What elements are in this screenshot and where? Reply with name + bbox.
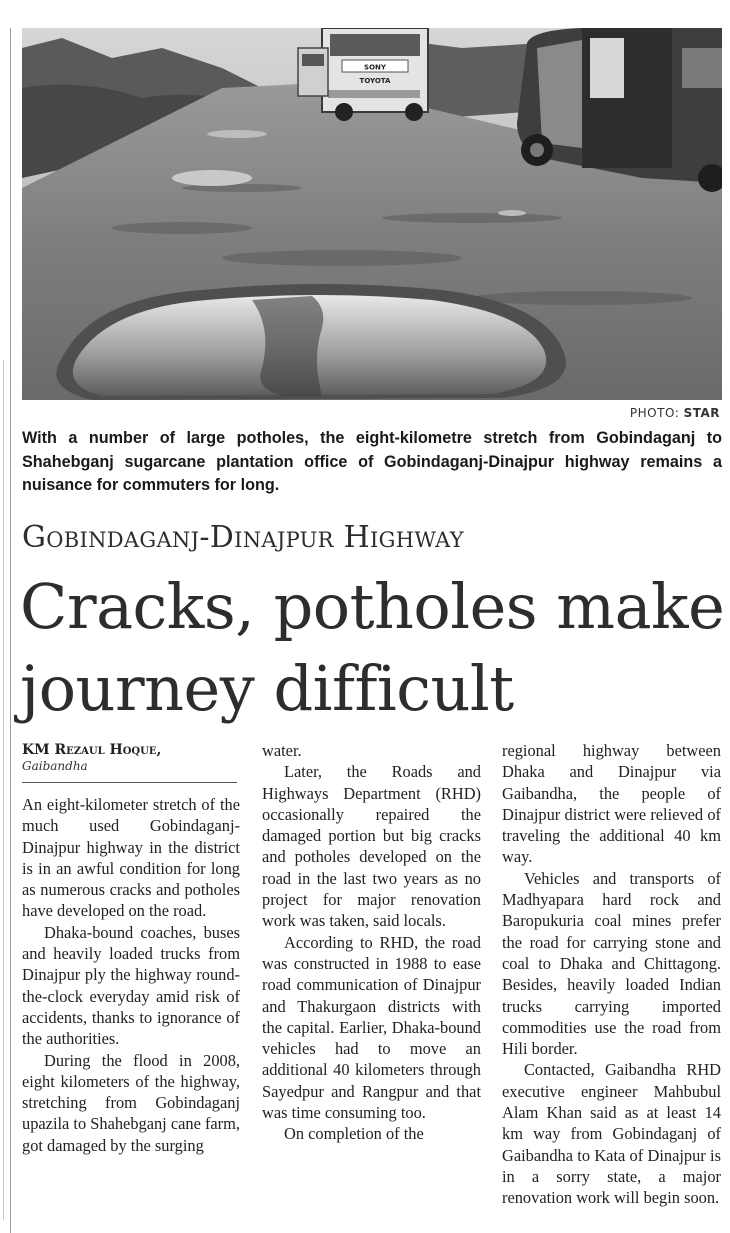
paragraph: During the flood in 2008, eight kilometers of the highway, stretching from Gobindaganj upazila to Shahebganj cane farm, got damaged by the surging <box>22 1050 240 1155</box>
byline-location: Gaibandha <box>22 759 88 773</box>
byline-author: KM Rezaul Hoque, <box>22 742 162 758</box>
paragraph-continued: regional highway between Dhaka and Dinajpur via Gaibandha, the people of Dinajpur district were relieved of traveling the additional 40 km way. <box>502 741 721 867</box>
paragraph-continued: water. <box>262 741 302 760</box>
truck-brand-sign: SONY <box>364 63 386 72</box>
paragraph: An eight-kilometer stretch of the much used Gobindaganj-Dinajpur highway in the district is in an awful condition for long as numerous cracks and potholes have developed on the road. <box>22 795 240 921</box>
photo-credit-label: PHOTO: <box>629 406 680 420</box>
article-column-2 <box>262 740 481 1145</box>
news-photo <box>22 28 722 400</box>
paragraph: Later, the Roads and Highways Department (RHD) occasionally repaired the damaged portion but big cracks and potholes developed on the road in the last two years as no project for major renovation work was taken, said locals. <box>262 762 481 931</box>
truck-make-label: TOYOTA <box>359 77 391 85</box>
photo-credit-source: STAR <box>683 406 720 420</box>
photo-credit <box>630 406 720 420</box>
paragraph: Dhaka-bound coaches, buses and heavily loaded trucks from Dinajpur ply the highway round-the-clock everyday amid risk of accidents, thanks to ignorance of the authorities. <box>22 922 240 1049</box>
photo-caption: With a number of large potholes, the eight-kilometre stretch from Gobindaganj to Shahebganj sugarcane plantation office of Gobindaganj-Dinajpur highway remains a nuisance for commuters for long. <box>22 429 722 494</box>
pothole-road-image <box>22 28 722 400</box>
paragraph: On completion of the <box>284 1124 424 1144</box>
article-column-3 <box>502 740 721 1209</box>
paragraph: According to RHD, the road was constructed in 1988 to ease road communication of Dinajpur and Thakurgaon districts with the capital. Earlier, Dhaka-bound vehicles had to move an additional 40 kilometers through Sayedpur and Rangpur and that was time consuming too. <box>262 932 481 1123</box>
paragraph: Contacted, Gaibandha RHD executive engineer Mahbubul Alam Khan said as at least 14 km way from Gobindaganj of Gaibandha to Kata of Dinajpur is in a sorry state, a major renovation work will begin soon. <box>502 1060 721 1208</box>
column-rule <box>10 28 11 1233</box>
section-kicker: Gobindaganj-Dinajpur Highway <box>22 520 464 555</box>
headline: Cracks, potholes make journey difficult <box>20 570 725 725</box>
paragraph: Vehicles and transports of Madhyapara hard rock and Baropukuria coal mines prefer the road for carrying stone and coal to Dhaka and Chittagong. Besides, heavily loaded Indian trucks carrying imported commodities use the road from Hili border. <box>502 868 721 1059</box>
byline-divider <box>22 782 237 783</box>
page-edge-rule <box>3 360 4 1220</box>
byline <box>22 742 237 773</box>
article-column-1 <box>22 794 240 1156</box>
